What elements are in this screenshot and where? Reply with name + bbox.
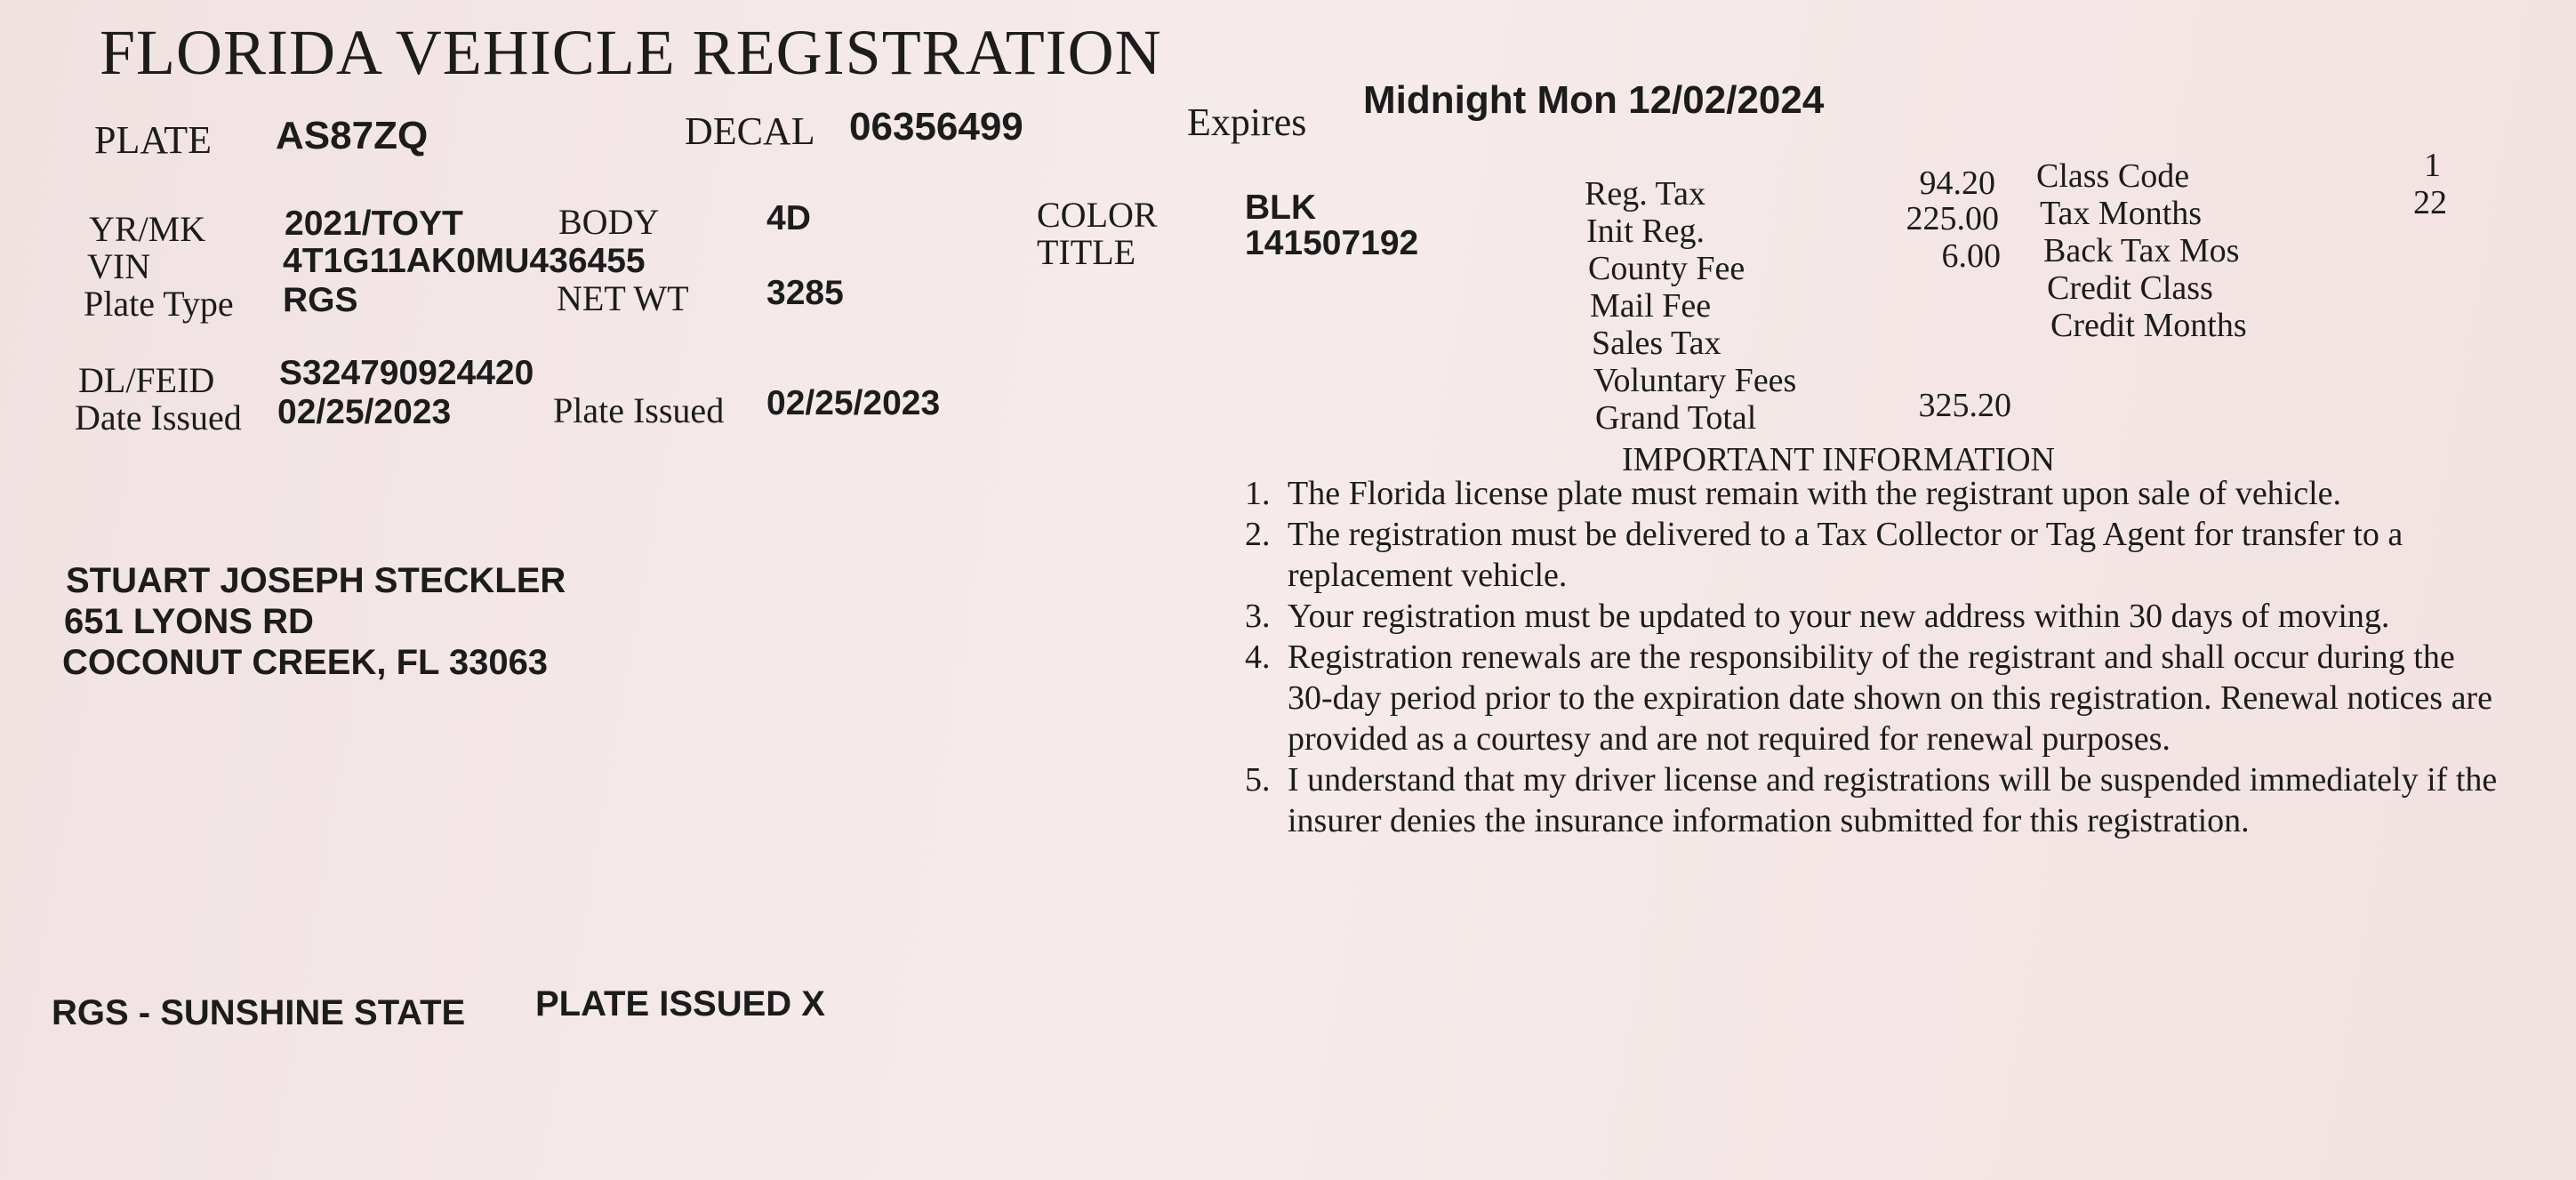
back-tax-label: Back Tax Mos — [2043, 232, 2240, 269]
net-wt-label: NET WT — [557, 278, 689, 318]
plate-type-value: RGS — [283, 281, 358, 319]
info-item-1: 1. The Florida license plate must remain with the registrant upon sale of vehicle. — [1245, 475, 2342, 512]
important-info-heading: IMPORTANT INFORMATION — [1622, 441, 2055, 478]
dlfeid-label: DL/FEID — [78, 360, 215, 400]
footer-plate-name: RGS - SUNSHINE STATE — [52, 993, 466, 1032]
tax-months-value: 22 — [2413, 184, 2447, 221]
expires-label: Expires — [1187, 100, 1307, 144]
grand-total-label: Grand Total — [1595, 399, 1757, 437]
footer-plate-issued: PLATE ISSUED X — [535, 984, 825, 1023]
init-reg-value: 225.00 — [1906, 200, 1999, 237]
title-label: TITLE — [1037, 232, 1136, 272]
color-label: COLOR — [1037, 195, 1158, 235]
tax-months-label: Tax Months — [2040, 195, 2203, 232]
decal-value: 06356499 — [849, 105, 1023, 149]
info-item-5: 5. I understand that my driver license and registrations will be suspended immediately if the insurer denies the insurance information submitted for this registration. — [1245, 761, 2498, 839]
yrmk-value: 2021/TOYT — [285, 205, 463, 243]
body-value: 4D — [766, 199, 811, 237]
reg-tax-label: Reg. Tax — [1585, 175, 1705, 213]
vin-label: VIN — [87, 246, 151, 286]
important-info-list — [1245, 473, 2508, 841]
plate-type-label: Plate Type — [84, 284, 234, 324]
plate-label: PLATE — [94, 118, 212, 162]
date-issued-label: Date Issued — [75, 397, 242, 437]
owner-name: STUART JOSEPH STECKLER — [66, 561, 566, 600]
info-item-2: 2. The registration must be delivered to a Tax Collector or Tag Agent for transfer to a replacement vehicle. — [1245, 516, 2403, 594]
body-label: BODY — [558, 202, 660, 242]
sales-tax-label: Sales Tax — [1592, 325, 1721, 362]
county-fee-label: County Fee — [1588, 250, 1745, 287]
dlfeid-value: S324790924420 — [279, 354, 534, 392]
owner-street: 651 LYONS RD — [64, 602, 314, 641]
date-issued-value: 02/25/2023 — [277, 393, 452, 431]
grand-total-value: 325.20 — [1918, 387, 2011, 424]
reg-tax-value: 94.20 — [1919, 165, 1995, 202]
class-code-value: 1 — [2424, 147, 2441, 184]
info-item-3: 3. Your registration must be updated to your new address within 30 days of moving. — [1245, 598, 2390, 635]
init-reg-label: Init Reg. — [1586, 213, 1705, 250]
plate-issued-label: Plate Issued — [553, 390, 725, 430]
credit-class-label: Credit Class — [2047, 269, 2213, 307]
credit-months-label: Credit Months — [2050, 307, 2247, 344]
plate-value: AS87ZQ — [276, 114, 429, 157]
expires-value: Midnight Mon 12/02/2024 — [1363, 78, 1825, 122]
title-value: 141507192 — [1245, 224, 1419, 262]
class-code-label: Class Code — [2036, 157, 2190, 195]
decal-label: DECAL — [685, 109, 815, 153]
info-item-4: 4. Registration renewals are the responsibility of the registrant and shall occur during the 30-day period prior to the expiration date shown on this registration. Renewal notices are provided as a courtesy and are not required for renewal purposes. — [1245, 638, 2492, 758]
color-value: BLK — [1245, 189, 1317, 227]
voluntary-fees-label: Voluntary Fees — [1593, 362, 1797, 399]
owner-city: COCONUT CREEK, FL 33063 — [62, 643, 549, 682]
yrmk-label: YR/MK — [89, 209, 206, 249]
mail-fee-label: Mail Fee — [1590, 287, 1712, 325]
plate-issued-value: 02/25/2023 — [766, 384, 941, 422]
document-title: FLORIDA VEHICLE REGISTRATION — [100, 17, 1162, 88]
vin-value: 4T1G11AK0MU436455 — [283, 242, 646, 280]
county-fee-value: 6.00 — [1941, 237, 2001, 275]
net-wt-value: 3285 — [766, 274, 844, 312]
